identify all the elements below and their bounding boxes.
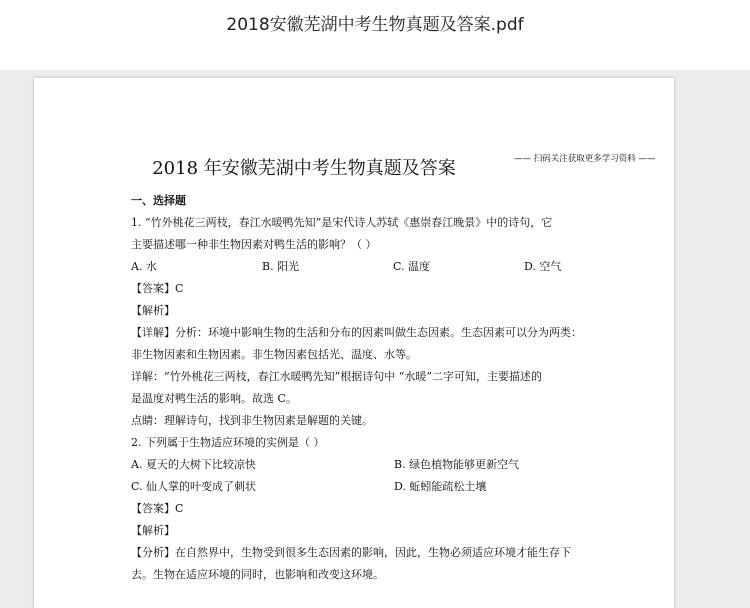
q1-answer: 【答案】C	[131, 282, 184, 295]
file-title: 2018安徽芜湖中考生物真题及答案.pdf	[226, 15, 524, 35]
q2-option-b: B. 绿色植物能够更新空气	[394, 458, 520, 471]
q1-text-line1: 1. “竹外桃花三两枝，春江水暖鸭先知”是宋代诗人苏轼《惠崇春江晚景》中的诗句，它	[131, 216, 553, 229]
q2-analysis-line1: 【分析】在自然界中，生物受到很多生态因素的影响，因此，生物必须适应环境才能生存下	[131, 546, 571, 559]
q1-detail-line1: 【详解】分析：环境中影响生物的生活和分布的因素叫做生态因素。生态因素可以分为两类：	[131, 326, 582, 339]
q1-option-a: A. 水	[131, 260, 157, 273]
q2-analysis-label: 【解析】	[131, 524, 175, 537]
q2-option-c: C. 仙人掌的叶变成了刺状	[131, 480, 257, 493]
q2-option-a: A. 夏天的大树下比较凉快	[131, 458, 256, 471]
viewer-toolbar	[0, 0, 750, 70]
q1-detail-line4: 是温度对鸭生活的影响。故选 C。	[131, 392, 297, 405]
q1-options	[131, 256, 586, 278]
q1-option-c: C. 温度	[393, 260, 431, 273]
q2-options-row2	[131, 476, 586, 498]
q1-detail-line3: 详解：“竹外桃花三两枝，春江水暖鸭先知”根据诗句中 “水暖”二字可知，主要描述的	[131, 370, 542, 383]
q1-option-b: B. 阳光	[262, 260, 300, 273]
document-page	[34, 78, 674, 608]
q2-text-line1: 2. 下列属于生物适应环境的实例是（ ）	[131, 436, 325, 449]
q2-options-row1	[131, 454, 586, 476]
q1-option-d: D. 空气	[524, 260, 562, 273]
qr-side-note: —— 扫码关注获取更多学习资料 ——	[514, 154, 656, 164]
q2-answer: 【答案】C	[131, 502, 184, 515]
document-content	[131, 190, 586, 586]
section-heading: 一、选择题	[131, 194, 186, 207]
document-title: 2018 年安徽芜湖中考生物真题及答案	[152, 158, 456, 179]
q1-comment: 点睛：理解诗句，找到非生物因素是解题的关键。	[131, 414, 373, 427]
q1-text-line2: 主要描述哪一种非生物因素对鸭生活的影响？（ ）	[131, 238, 377, 251]
q1-analysis-label: 【解析】	[131, 304, 175, 317]
q1-detail-line2: 非生物因素和生物因素。非生物因素包括光、温度、水等。	[131, 348, 417, 361]
q2-analysis-line2: 去。生物在适应环境的同时，也影响和改变这环境。	[131, 568, 384, 581]
q2-option-d: D. 蚯蚓能疏松土壤	[394, 480, 487, 493]
